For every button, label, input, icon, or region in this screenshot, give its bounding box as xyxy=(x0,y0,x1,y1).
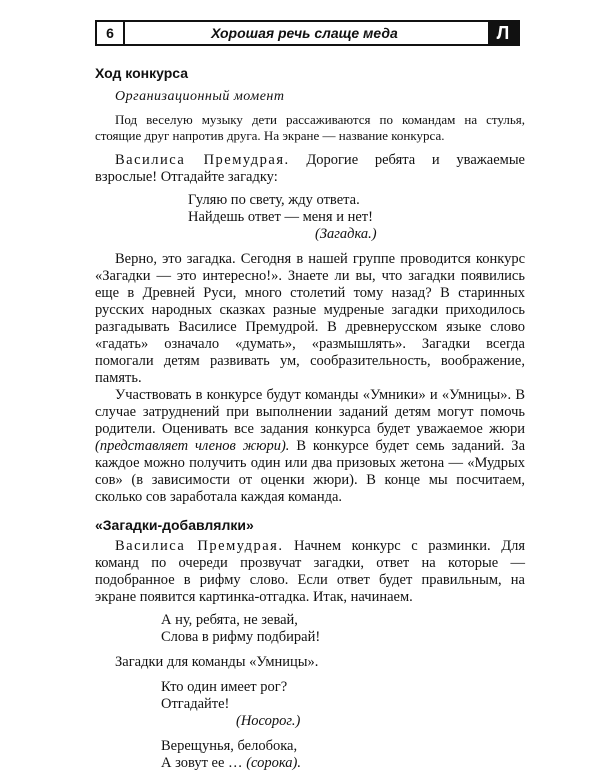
speech-paragraph-1 xyxy=(95,152,525,186)
poem-line: А ну, ребята, не зевай, xyxy=(161,612,298,628)
poem-line: Кто один имеет рог? xyxy=(161,679,288,695)
section-heading: «Загадки-добавлялки» xyxy=(95,517,254,533)
body-paragraph: Верно, это загадка. Сегодня в нашей группе проводится конкурс «Загадки — это интересно!». Знаете ли вы, что загадки появились еще в Древней Руси, много столетий тому назад? В старинных русских народных сказках разные мудреные загадки приходилось разгадывать Василисе Премудрой. В древнерусском языке слово «гадать» означало «думать», «размышлять». Загадки всегда помогали детям развивать ум, сообразительность, воображение, память. xyxy=(95,251,525,386)
riddle-answer: (сорока). xyxy=(246,755,301,771)
section-subheading: Организационный момент xyxy=(115,89,285,104)
running-header xyxy=(95,20,520,46)
speech-text: Дорогие ребята и уважаемые взрослые! Отгадайте загадку: xyxy=(95,152,525,185)
poem-line: Найдешь ответ — меня и нет! xyxy=(188,209,373,225)
riddle-2 xyxy=(161,738,525,772)
warmup-poem xyxy=(161,612,525,646)
riddle-poem xyxy=(188,192,525,243)
poem-note: (Загадка.) xyxy=(315,226,377,242)
publisher-logo: Л xyxy=(488,22,518,44)
speech-text: Начнем конкурс с разминки. Для команд по очереди прозвучат загадки, ответ на которые — подобранное в рифму слово. Если ответ будет правильным, на экране появится картинка-отгадка. Итак, начинаем. xyxy=(95,538,525,605)
section-heading: Ход конкурса xyxy=(95,65,189,81)
intro-paragraph: Под веселую музыку дети рассаживаются по командам на стулья, стоящие друг напротив друга. На экране — название конкурса. xyxy=(95,112,525,143)
poem-line: Отгадайте! xyxy=(161,696,230,712)
poem-line xyxy=(161,755,525,772)
poem-line: Слова в рифму подбирай! xyxy=(161,629,321,645)
speech-paragraph-2 xyxy=(95,538,525,606)
header-title: Хорошая речь слаще меда xyxy=(211,25,398,41)
stage-direction: (представляет членов жюри). xyxy=(95,438,290,454)
team-line: Загадки для команды «Умницы». xyxy=(115,654,319,670)
page-number: 6 xyxy=(97,22,125,44)
riddle-1 xyxy=(161,679,525,730)
poem-line: Гуляю по свету, жду ответа. xyxy=(188,192,360,208)
poem-line: Верещунья, белобока, xyxy=(161,738,298,754)
poem-text: А зовут ее … xyxy=(161,755,247,771)
paragraph-text: В конкурсе будет семь заданий. За каждое можно получить один или два призовых жетона — «Мудрых сов» (в зависимости от оценки жюри). В конце мы посчитаем, сколько сов заработала каждая команда. xyxy=(95,438,526,505)
speaker-name: Василиса Премудрая. xyxy=(115,538,284,554)
page-content xyxy=(95,64,525,772)
riddle-answer: (Носорог.) xyxy=(236,713,301,729)
speaker-name: Василиса Премудрая. xyxy=(115,152,290,168)
body-paragraph xyxy=(95,387,525,506)
paragraph-text: Участвовать в конкурсе будут команды «Умники» и «Умницы». В случае затруднений при выполнении заданий детям могут помочь родители. Оценивать все задания конкурса будет уважаемое жюри xyxy=(95,387,525,437)
